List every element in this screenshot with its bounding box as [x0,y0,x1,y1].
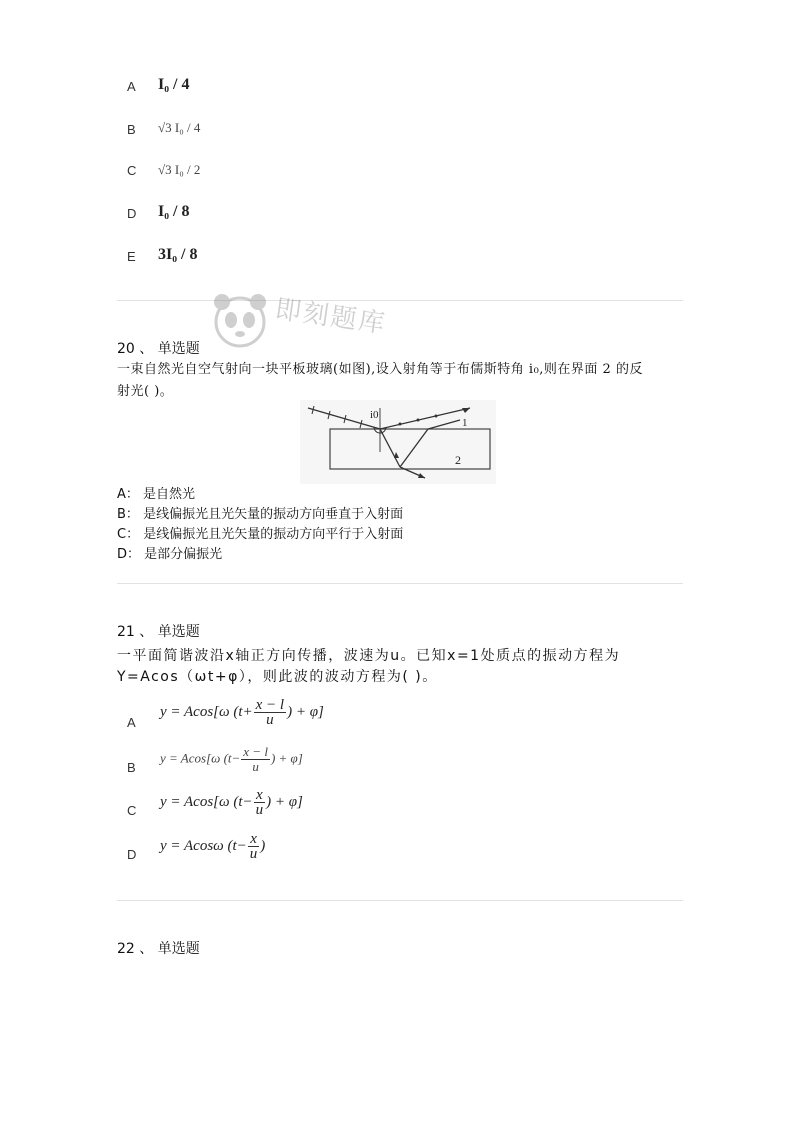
watermark [210,290,387,350]
fraction-denominator: u [252,759,259,774]
q21-header: 21 、 单选题 [117,624,200,640]
expr-part: y = Acos[ω (t− [160,750,241,766]
watermark-text: 即刻题库 [273,293,389,340]
q19-option-expr-c: √3 I₀ / 2 [158,162,201,177]
choice-text: 是自然光 [143,487,196,502]
choice-text: 是部分偏振光 [144,547,223,562]
q19-option-letter-d: D [127,206,137,221]
divider [117,300,683,301]
expr-part: y = Acos[ω (t+ [160,703,253,720]
fraction-denominator: u [266,712,274,728]
q20-choice-b[interactable] [117,505,403,525]
q21-option-expr-d [160,832,265,861]
q21-option-letter-a: A [127,715,136,730]
expr-part: ) [260,837,266,854]
panda-logo-icon [210,290,270,350]
q19-option-expr-a: I₀ / 4 [158,76,190,93]
expr-part: ) + φ] [287,703,324,720]
fraction [248,832,260,861]
q19-option-letter-a: A [127,79,136,94]
q20-choices [117,485,403,565]
divider [117,583,683,584]
q19-option-letter-c: C [127,163,137,178]
expr-part: y = Acosω (t− [160,837,247,854]
q20-header: 20 、 单选题 [117,341,200,357]
q19-option-letter-e: E [127,249,136,264]
fraction-denominator: u [255,802,264,818]
figure-label-i0: i0 [370,409,379,421]
q21-text-line2: Y=Acos（ωt+φ），则此波的波动方程为( )。 [117,669,438,685]
fraction [254,788,266,817]
choice-label: B： [117,507,139,522]
q20-choice-a[interactable] [117,485,403,505]
expr-part: y = Acos[ω (t− [160,793,253,810]
fraction [254,698,286,727]
fraction-denominator: u [249,846,258,862]
q20-text-line2: 射光( )。 [117,384,174,399]
q19-option-expr-d: I₀ / 8 [158,203,190,220]
fraction-numerator: x [254,788,266,803]
q19-option-expr-e: 3I₀ / 8 [158,246,198,263]
fraction [241,745,270,774]
expr-part: ) + φ] [270,750,303,766]
q21-option-expr-c [160,788,303,817]
q20-choice-c[interactable] [117,525,403,545]
figure-label-2: 2 [455,453,461,467]
q22-header: 22 、 单选题 [117,941,200,957]
choice-text: 是线偏振光且光矢量的振动方向垂直于入射面 [143,507,404,522]
fraction-numerator: x − l [255,697,285,713]
choice-label: C： [117,527,140,542]
q21-text-line1: 一平面简谐波沿x轴正方向传播，波速为u。已知x=1处质点的振动方程为 [117,648,621,664]
figure-label-1: 1 [462,417,468,429]
choice-label: D： [117,547,141,562]
fraction-numerator: x − l [243,744,268,759]
q21-option-letter-c: C [127,803,137,818]
choice-text: 是线偏振光且光矢量的振动方向平行于入射面 [143,527,404,542]
q21-option-letter-b: B [127,760,136,775]
q21-option-expr-b [160,745,303,774]
q20-figure [300,400,496,484]
q19-option-letter-b: B [127,122,136,137]
choice-label: A： [117,487,139,502]
divider [117,900,683,901]
q19-option-expr-b: √3 I₀ / 4 [158,120,201,135]
q20-choice-d[interactable] [117,545,403,565]
q20-text-line1: 一束自然光自空气射向一块平板玻璃(如图),设入射角等于布儒斯特角 i₀,则在界面 2 的反 [117,362,643,377]
fraction-numerator: x [248,832,260,847]
expr-part: ) + φ] [266,793,303,810]
q21-option-expr-a [160,698,324,727]
q21-option-letter-d: D [127,847,137,862]
